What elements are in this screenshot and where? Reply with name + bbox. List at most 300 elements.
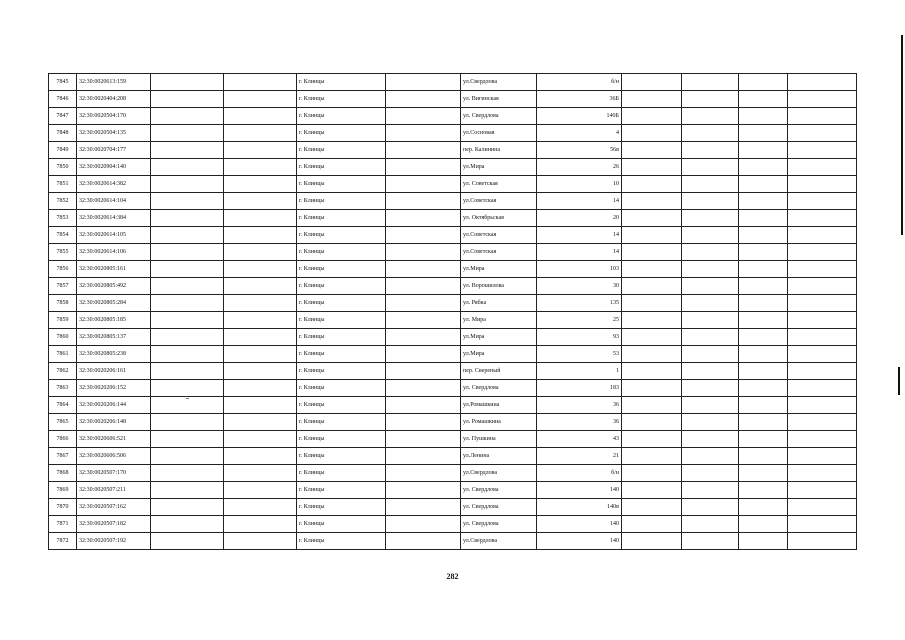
empty-cell [682, 244, 739, 261]
cadastral-number-cell: 32:30:0020805:492 [77, 278, 151, 295]
empty-cell [788, 346, 857, 363]
empty-cell [224, 278, 297, 295]
empty-cell [788, 397, 857, 414]
empty-cell [151, 346, 224, 363]
empty-cell [682, 91, 739, 108]
empty-cell [386, 261, 461, 278]
empty-cell [386, 210, 461, 227]
city-cell: г. Клинцы [297, 482, 386, 499]
city-cell: г. Клинцы [297, 346, 386, 363]
street-cell: ул. Свердлова [461, 108, 537, 125]
empty-cell [682, 108, 739, 125]
empty-cell [739, 227, 788, 244]
empty-cell [224, 125, 297, 142]
row-number-cell: 7868 [49, 465, 77, 482]
empty-cell [682, 295, 739, 312]
table-row [49, 448, 857, 465]
cadastral-number-cell: 32:30:0020614:105 [77, 227, 151, 244]
street-cell: ул. Ромашкина [461, 414, 537, 431]
empty-cell [386, 312, 461, 329]
row-number-cell: 7864 [49, 397, 77, 414]
empty-cell [224, 448, 297, 465]
cadastral-number-cell: 32:30:0020404:208 [77, 91, 151, 108]
empty-cell [622, 295, 682, 312]
empty-cell [622, 414, 682, 431]
empty-cell [151, 465, 224, 482]
row-number-cell: 7848 [49, 125, 77, 142]
empty-cell [386, 91, 461, 108]
city-cell: г. Клинцы [297, 91, 386, 108]
empty-cell [224, 465, 297, 482]
empty-cell [224, 210, 297, 227]
table-row [49, 74, 857, 91]
house-number-cell: 25 [537, 312, 622, 329]
house-number-cell: б/н [537, 465, 622, 482]
cadastral-number-cell: 32:30:0020507:170 [77, 465, 151, 482]
empty-cell [151, 142, 224, 159]
empty-cell [224, 295, 297, 312]
empty-cell [622, 516, 682, 533]
table-row [49, 465, 857, 482]
empty-cell [739, 210, 788, 227]
empty-cell [788, 176, 857, 193]
empty-cell [386, 295, 461, 312]
street-cell: ул.Советская [461, 244, 537, 261]
street-cell: ул. Свердлова [461, 499, 537, 516]
table-row [49, 329, 857, 346]
empty-cell [788, 244, 857, 261]
street-cell: ул.Мира [461, 346, 537, 363]
empty-cell [622, 448, 682, 465]
table-row [49, 142, 857, 159]
table-row [49, 431, 857, 448]
empty-cell [151, 482, 224, 499]
cadastral-number-cell: 32:30:0020904:140 [77, 159, 151, 176]
empty-cell [788, 431, 857, 448]
empty-cell [386, 397, 461, 414]
empty-cell [622, 312, 682, 329]
city-cell: г. Клинцы [297, 397, 386, 414]
city-cell: г. Клинцы [297, 193, 386, 210]
cadastral-number-cell: 32:30:0020507:162 [77, 499, 151, 516]
cadastral-number-cell: 32:30:0020805:161 [77, 261, 151, 278]
empty-cell [151, 244, 224, 261]
house-number-cell: 36 [537, 397, 622, 414]
cadastral-number-cell: 32:30:0020805:185 [77, 312, 151, 329]
house-number-cell: 14 [537, 193, 622, 210]
table-row [49, 414, 857, 431]
empty-cell [386, 346, 461, 363]
empty-cell [622, 499, 682, 516]
empty-cell [386, 482, 461, 499]
row-number-cell: 7866 [49, 431, 77, 448]
house-number-cell: 1 [537, 363, 622, 380]
empty-cell [622, 91, 682, 108]
empty-cell [224, 193, 297, 210]
empty-cell [224, 414, 297, 431]
street-cell: ул.Советская [461, 193, 537, 210]
empty-cell [622, 261, 682, 278]
empty-cell [682, 465, 739, 482]
cadastral-number-cell: 32:30:0020613:159 [77, 74, 151, 91]
table-row [49, 516, 857, 533]
empty-cell [682, 142, 739, 159]
table-row [49, 499, 857, 516]
city-cell: г. Клинцы [297, 380, 386, 397]
empty-cell [224, 244, 297, 261]
empty-cell [788, 261, 857, 278]
empty-cell [224, 380, 297, 397]
empty-cell [386, 431, 461, 448]
empty-cell [739, 193, 788, 210]
page-number: 282 [446, 572, 459, 581]
empty-cell [224, 482, 297, 499]
empty-cell [788, 363, 857, 380]
street-cell: ул. Октябрьская [461, 210, 537, 227]
empty-cell [788, 312, 857, 329]
table-row [49, 210, 857, 227]
house-number-cell: 14 [537, 244, 622, 261]
empty-cell [386, 74, 461, 91]
empty-cell [739, 533, 788, 550]
empty-cell [739, 448, 788, 465]
table-row [49, 108, 857, 125]
empty-cell [151, 74, 224, 91]
row-number-cell: 7867 [49, 448, 77, 465]
row-number-cell: 7857 [49, 278, 77, 295]
empty-cell [739, 329, 788, 346]
street-cell: ул.Ромашкина [461, 397, 537, 414]
table-row [49, 295, 857, 312]
row-number-cell: 7870 [49, 499, 77, 516]
empty-cell [788, 91, 857, 108]
empty-cell [224, 346, 297, 363]
empty-cell [788, 159, 857, 176]
street-cell: ул.Сосновая [461, 125, 537, 142]
empty-cell [622, 210, 682, 227]
city-cell: г. Клинцы [297, 533, 386, 550]
empty-cell [622, 142, 682, 159]
street-cell: пер. Свеpеный [461, 363, 537, 380]
empty-cell [151, 516, 224, 533]
empty-cell [622, 278, 682, 295]
empty-cell [386, 380, 461, 397]
cadastral-number-cell: 32:30:0020507:192 [77, 533, 151, 550]
cadastral-number-cell: 32:30:0020805:238 [77, 346, 151, 363]
city-cell: г. Клинцы [297, 414, 386, 431]
empty-cell [386, 448, 461, 465]
empty-cell [151, 125, 224, 142]
empty-cell [622, 346, 682, 363]
empty-cell [224, 142, 297, 159]
row-number-cell: 7858 [49, 295, 77, 312]
city-cell: г. Клинцы [297, 125, 386, 142]
empty-cell [739, 176, 788, 193]
empty-cell [386, 533, 461, 550]
empty-cell [386, 108, 461, 125]
empty-cell [151, 499, 224, 516]
table-row [49, 533, 857, 550]
house-number-cell: 183 [537, 380, 622, 397]
empty-cell [682, 210, 739, 227]
empty-cell [739, 142, 788, 159]
table-row [49, 346, 857, 363]
city-cell: г. Клинцы [297, 363, 386, 380]
empty-cell [386, 142, 461, 159]
row-number-cell: 7871 [49, 516, 77, 533]
house-number-cell: 93 [537, 329, 622, 346]
empty-cell [739, 278, 788, 295]
empty-cell [386, 159, 461, 176]
house-number-cell: 140в [537, 499, 622, 516]
empty-cell [224, 91, 297, 108]
empty-cell [739, 74, 788, 91]
empty-cell [224, 329, 297, 346]
empty-cell [224, 227, 297, 244]
empty-cell [224, 431, 297, 448]
empty-cell [151, 261, 224, 278]
empty-cell [788, 329, 857, 346]
empty-cell [622, 193, 682, 210]
table-row [49, 278, 857, 295]
city-cell: г. Клинцы [297, 108, 386, 125]
street-cell: ул. Пушкина [461, 431, 537, 448]
empty-cell [224, 312, 297, 329]
empty-cell [739, 431, 788, 448]
cadastral-number-cell: 32:30:0020206:148 [77, 414, 151, 431]
empty-cell [682, 74, 739, 91]
city-cell: г. Клинцы [297, 261, 386, 278]
empty-cell [788, 380, 857, 397]
empty-cell [622, 465, 682, 482]
empty-cell [151, 533, 224, 550]
empty-cell [788, 465, 857, 482]
row-number-cell: 7852 [49, 193, 77, 210]
city-cell: г. Клинцы [297, 312, 386, 329]
empty-cell [151, 210, 224, 227]
house-number-cell: 36 [537, 414, 622, 431]
house-number-cell: 26 [537, 159, 622, 176]
city-cell: г. Клинцы [297, 159, 386, 176]
cadastral-number-cell: 32:30:0020507:182 [77, 516, 151, 533]
street-cell: ул. Советская [461, 176, 537, 193]
empty-cell [739, 499, 788, 516]
table-row [49, 159, 857, 176]
empty-cell [682, 414, 739, 431]
empty-cell [682, 227, 739, 244]
empty-cell [788, 295, 857, 312]
street-cell: ул. Свердлова [461, 380, 537, 397]
empty-cell [224, 261, 297, 278]
row-number-cell: 7847 [49, 108, 77, 125]
empty-cell [224, 108, 297, 125]
empty-cell [151, 414, 224, 431]
empty-cell [682, 312, 739, 329]
scan-margin-mark [901, 35, 903, 235]
row-number-cell: 7863 [49, 380, 77, 397]
empty-cell [739, 346, 788, 363]
empty-cell [739, 244, 788, 261]
street-cell: пер. Калинина [461, 142, 537, 159]
empty-cell [622, 227, 682, 244]
street-cell: ул.Мира [461, 261, 537, 278]
row-number-cell: 7846 [49, 91, 77, 108]
empty-cell [788, 193, 857, 210]
row-number-cell: 7850 [49, 159, 77, 176]
empty-cell [224, 363, 297, 380]
empty-cell [682, 125, 739, 142]
empty-cell [622, 74, 682, 91]
cadastral-number-cell: 32:30:0020805:137 [77, 329, 151, 346]
row-number-cell: 7859 [49, 312, 77, 329]
street-cell: ул. Мира [461, 312, 537, 329]
city-cell: г. Клинцы [297, 329, 386, 346]
table-row [49, 312, 857, 329]
empty-cell [739, 159, 788, 176]
empty-cell [151, 91, 224, 108]
empty-cell [739, 465, 788, 482]
house-number-cell: 140 [537, 516, 622, 533]
empty-cell [151, 227, 224, 244]
empty-cell [682, 176, 739, 193]
street-cell: ул. Вигинская [461, 91, 537, 108]
empty-cell [386, 329, 461, 346]
empty-cell [682, 346, 739, 363]
house-number-cell: 135 [537, 295, 622, 312]
empty-cell [151, 193, 224, 210]
empty-cell [682, 448, 739, 465]
table-row [49, 125, 857, 142]
empty-cell [224, 499, 297, 516]
city-cell: г. Клинцы [297, 244, 386, 261]
empty-cell [682, 159, 739, 176]
street-cell: ул.Ленина [461, 448, 537, 465]
empty-cell [622, 482, 682, 499]
table-row [49, 363, 857, 380]
empty-cell [224, 74, 297, 91]
empty-cell [386, 244, 461, 261]
street-cell: ул.Мира [461, 329, 537, 346]
cadastral-number-cell: 32:30:0020614:382 [77, 176, 151, 193]
house-number-cell: 21 [537, 448, 622, 465]
empty-cell [682, 516, 739, 533]
empty-cell [386, 176, 461, 193]
empty-cell [682, 380, 739, 397]
street-cell: ул. Свердлова [461, 516, 537, 533]
row-number-cell: 7851 [49, 176, 77, 193]
empty-cell [682, 397, 739, 414]
registry-table [48, 73, 857, 550]
city-cell: г. Клинцы [297, 227, 386, 244]
empty-cell [386, 465, 461, 482]
house-number-cell: 20 [537, 210, 622, 227]
house-number-cell: б/н [537, 74, 622, 91]
empty-cell [739, 516, 788, 533]
empty-cell [682, 193, 739, 210]
empty-cell [224, 516, 297, 533]
cadastral-number-cell: 32:30:0020206:152 [77, 380, 151, 397]
house-number-cell: 56в [537, 142, 622, 159]
street-cell: ул. Свердлова [461, 482, 537, 499]
empty-cell [151, 329, 224, 346]
empty-cell [788, 227, 857, 244]
cadastral-number-cell: 32:30:0020805:284 [77, 295, 151, 312]
empty-cell [386, 193, 461, 210]
cadastral-number-cell: 32:30:0020507:211 [77, 482, 151, 499]
city-cell: г. Клинцы [297, 499, 386, 516]
empty-cell [622, 533, 682, 550]
empty-cell [386, 414, 461, 431]
row-number-cell: 7872 [49, 533, 77, 550]
cadastral-number-cell: 32:30:0020614:384 [77, 210, 151, 227]
row-number-cell: 7845 [49, 74, 77, 91]
empty-cell [386, 227, 461, 244]
empty-cell [788, 142, 857, 159]
house-number-cell: 10 [537, 176, 622, 193]
scan-margin-mark [898, 367, 900, 395]
cadastral-number-cell: 32:30:0020704:177 [77, 142, 151, 159]
empty-cell [224, 397, 297, 414]
empty-cell [788, 482, 857, 499]
city-cell: г. Клинцы [297, 431, 386, 448]
empty-cell [739, 108, 788, 125]
row-number-cell: 7856 [49, 261, 77, 278]
street-cell: ул.Советская [461, 227, 537, 244]
empty-cell [622, 363, 682, 380]
empty-cell [788, 414, 857, 431]
row-number-cell: 7860 [49, 329, 77, 346]
table-row [49, 193, 857, 210]
empty-cell [151, 176, 224, 193]
row-number-cell: 7855 [49, 244, 77, 261]
empty-cell [151, 380, 224, 397]
city-cell: г. Клинцы [297, 295, 386, 312]
city-cell: г. Клинцы [297, 142, 386, 159]
empty-cell [151, 397, 224, 414]
house-number-cell: 30 [537, 278, 622, 295]
row-number-cell: 7869 [49, 482, 77, 499]
row-number-cell: 7865 [49, 414, 77, 431]
city-cell: г. Клинцы [297, 210, 386, 227]
empty-cell [622, 431, 682, 448]
empty-cell [622, 397, 682, 414]
empty-cell [151, 159, 224, 176]
empty-cell [622, 244, 682, 261]
empty-cell [739, 363, 788, 380]
house-number-cell: 43 [537, 431, 622, 448]
house-number-cell: 140Б [537, 108, 622, 125]
empty-cell [386, 499, 461, 516]
empty-cell [739, 414, 788, 431]
empty-cell [788, 448, 857, 465]
empty-cell [151, 108, 224, 125]
city-cell: г. Клинцы [297, 74, 386, 91]
table-row [49, 227, 857, 244]
empty-cell [622, 329, 682, 346]
empty-cell [386, 516, 461, 533]
row-number-cell: 7849 [49, 142, 77, 159]
table-row [49, 91, 857, 108]
empty-cell [386, 363, 461, 380]
empty-cell [788, 108, 857, 125]
empty-cell [788, 499, 857, 516]
cadastral-number-cell: 32:30:0020504:135 [77, 125, 151, 142]
empty-cell [151, 278, 224, 295]
house-number-cell: 14 [537, 227, 622, 244]
empty-cell [682, 431, 739, 448]
house-number-cell: 140 [537, 533, 622, 550]
empty-cell [788, 125, 857, 142]
